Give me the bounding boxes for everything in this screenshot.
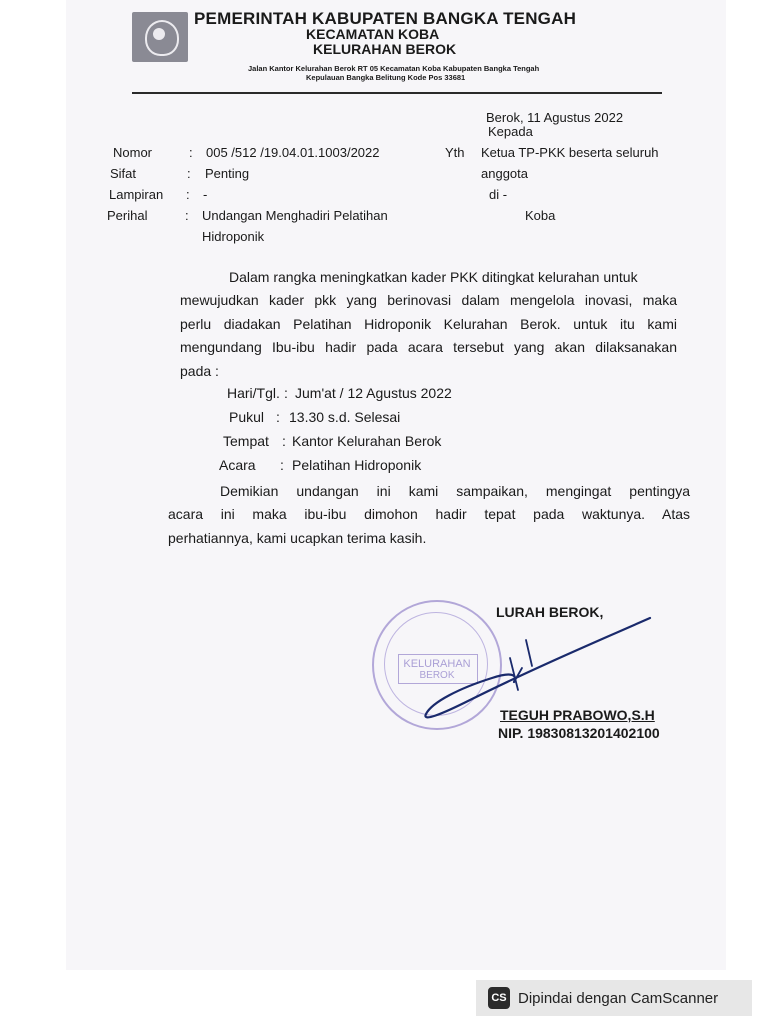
opening-line: perlu diadakan Pelatihan Hidroponik Kelurahan Berok. untuk itu kami xyxy=(180,315,677,332)
opening-line: pada : xyxy=(180,362,219,379)
meta-value-lampiran: - xyxy=(203,187,208,202)
detail-label-place: Tempat xyxy=(223,433,269,449)
closing-line: perhatiannya, kami ucapkan terima kasih. xyxy=(168,529,427,546)
closing-line: acara ini maka ibu-ibu dimohon hadir tepat pada waktunya. Atas xyxy=(168,506,690,523)
closing-line: Demikian undangan ini kami sampaikan, mengingat pentingya xyxy=(220,483,690,499)
signatory-name: TEGUH PRABOWO,S.H xyxy=(500,707,655,723)
meta-value-perihal-cont: Hidroponik xyxy=(202,229,265,244)
detail-colon: : xyxy=(284,385,288,401)
opening-paragraph xyxy=(180,266,677,383)
detail-label-event: Acara xyxy=(219,457,256,473)
regency-logo xyxy=(132,12,188,62)
detail-colon: : xyxy=(276,409,280,425)
meta-colon: : xyxy=(189,145,193,160)
detail-label-time: Pukul xyxy=(229,409,265,425)
recipient-line-2: anggota xyxy=(481,166,528,181)
header-village: KELURAHAN BEROK xyxy=(313,41,457,57)
detail-value-place: Kantor Kelurahan Berok xyxy=(292,433,442,449)
scanner-watermark xyxy=(476,980,752,1016)
header-government: PEMERINTAH KABUPATEN BANGKA TENGAH xyxy=(194,9,577,28)
meta-label-sifat: Sifat xyxy=(110,166,137,181)
opening-line: Dalam rangka meningkatkan kader PKK ditingkat kelurahan untuk xyxy=(229,269,638,285)
detail-value-event: Pelatihan Hidroponik xyxy=(292,457,422,473)
recipient-city: Koba xyxy=(525,208,556,223)
meta-value-nomor: 005 /512 /19.04.01.1003/2022 xyxy=(206,145,380,160)
kepada-label: Kepada xyxy=(488,124,533,139)
header-address-1: Jalan Kantor Kelurahan Berok RT 05 Kecamatan Koba Kabupaten Bangka Tengah xyxy=(248,64,540,73)
closing-paragraph xyxy=(168,480,690,550)
opening-line: mewujudkan kader pkk yang berinovasi dalam mengelola inovasi, maka xyxy=(180,292,677,309)
meta-colon: : xyxy=(187,166,191,181)
meta-colon: : xyxy=(186,187,190,202)
scanner-text: Dipindai dengan CamScanner xyxy=(518,989,719,1007)
header-divider xyxy=(132,92,662,94)
meta-value-perihal: Undangan Menghadiri Pelatihan xyxy=(202,208,388,223)
stamp-text-kelurahan: KELURAHAN xyxy=(403,658,471,670)
camscanner-icon: CS xyxy=(488,987,510,1009)
meta-colon: : xyxy=(185,208,189,223)
detail-value-time: 13.30 s.d. Selesai xyxy=(289,409,401,425)
opening-line: mengundang Ibu-ibu hadir pada acara tersebut yang akan dilaksanakan xyxy=(180,339,677,356)
meta-label-lampiran: Lampiran xyxy=(109,187,164,202)
meta-label-nomor: Nomor xyxy=(113,145,153,160)
header-district: KECAMATAN KOBA xyxy=(306,26,440,42)
detail-colon: : xyxy=(282,433,286,449)
detail-colon: : xyxy=(280,457,284,473)
place-date: Berok, 11 Agustus 2022 xyxy=(486,110,624,125)
di-label: di - xyxy=(489,187,508,202)
signatory-nip: NIP. 19830813201402100 xyxy=(498,725,660,741)
signatory-title: LURAH BEROK, xyxy=(496,604,604,620)
recipient-line-1: Ketua TP-PKK beserta seluruh xyxy=(481,145,659,160)
stamp-text-berok: BEROK xyxy=(419,670,455,681)
header-address-2: Kepulauan Bangka Belitung Kode Pos 33681 xyxy=(306,73,466,82)
detail-label-date: Hari/Tgl. xyxy=(227,385,280,401)
detail-value-date: Jum'at / 12 Agustus 2022 xyxy=(295,385,452,401)
yth-label: Yth xyxy=(445,145,465,160)
meta-label-perihal: Perihal xyxy=(107,208,148,223)
meta-value-sifat: Penting xyxy=(205,166,250,181)
